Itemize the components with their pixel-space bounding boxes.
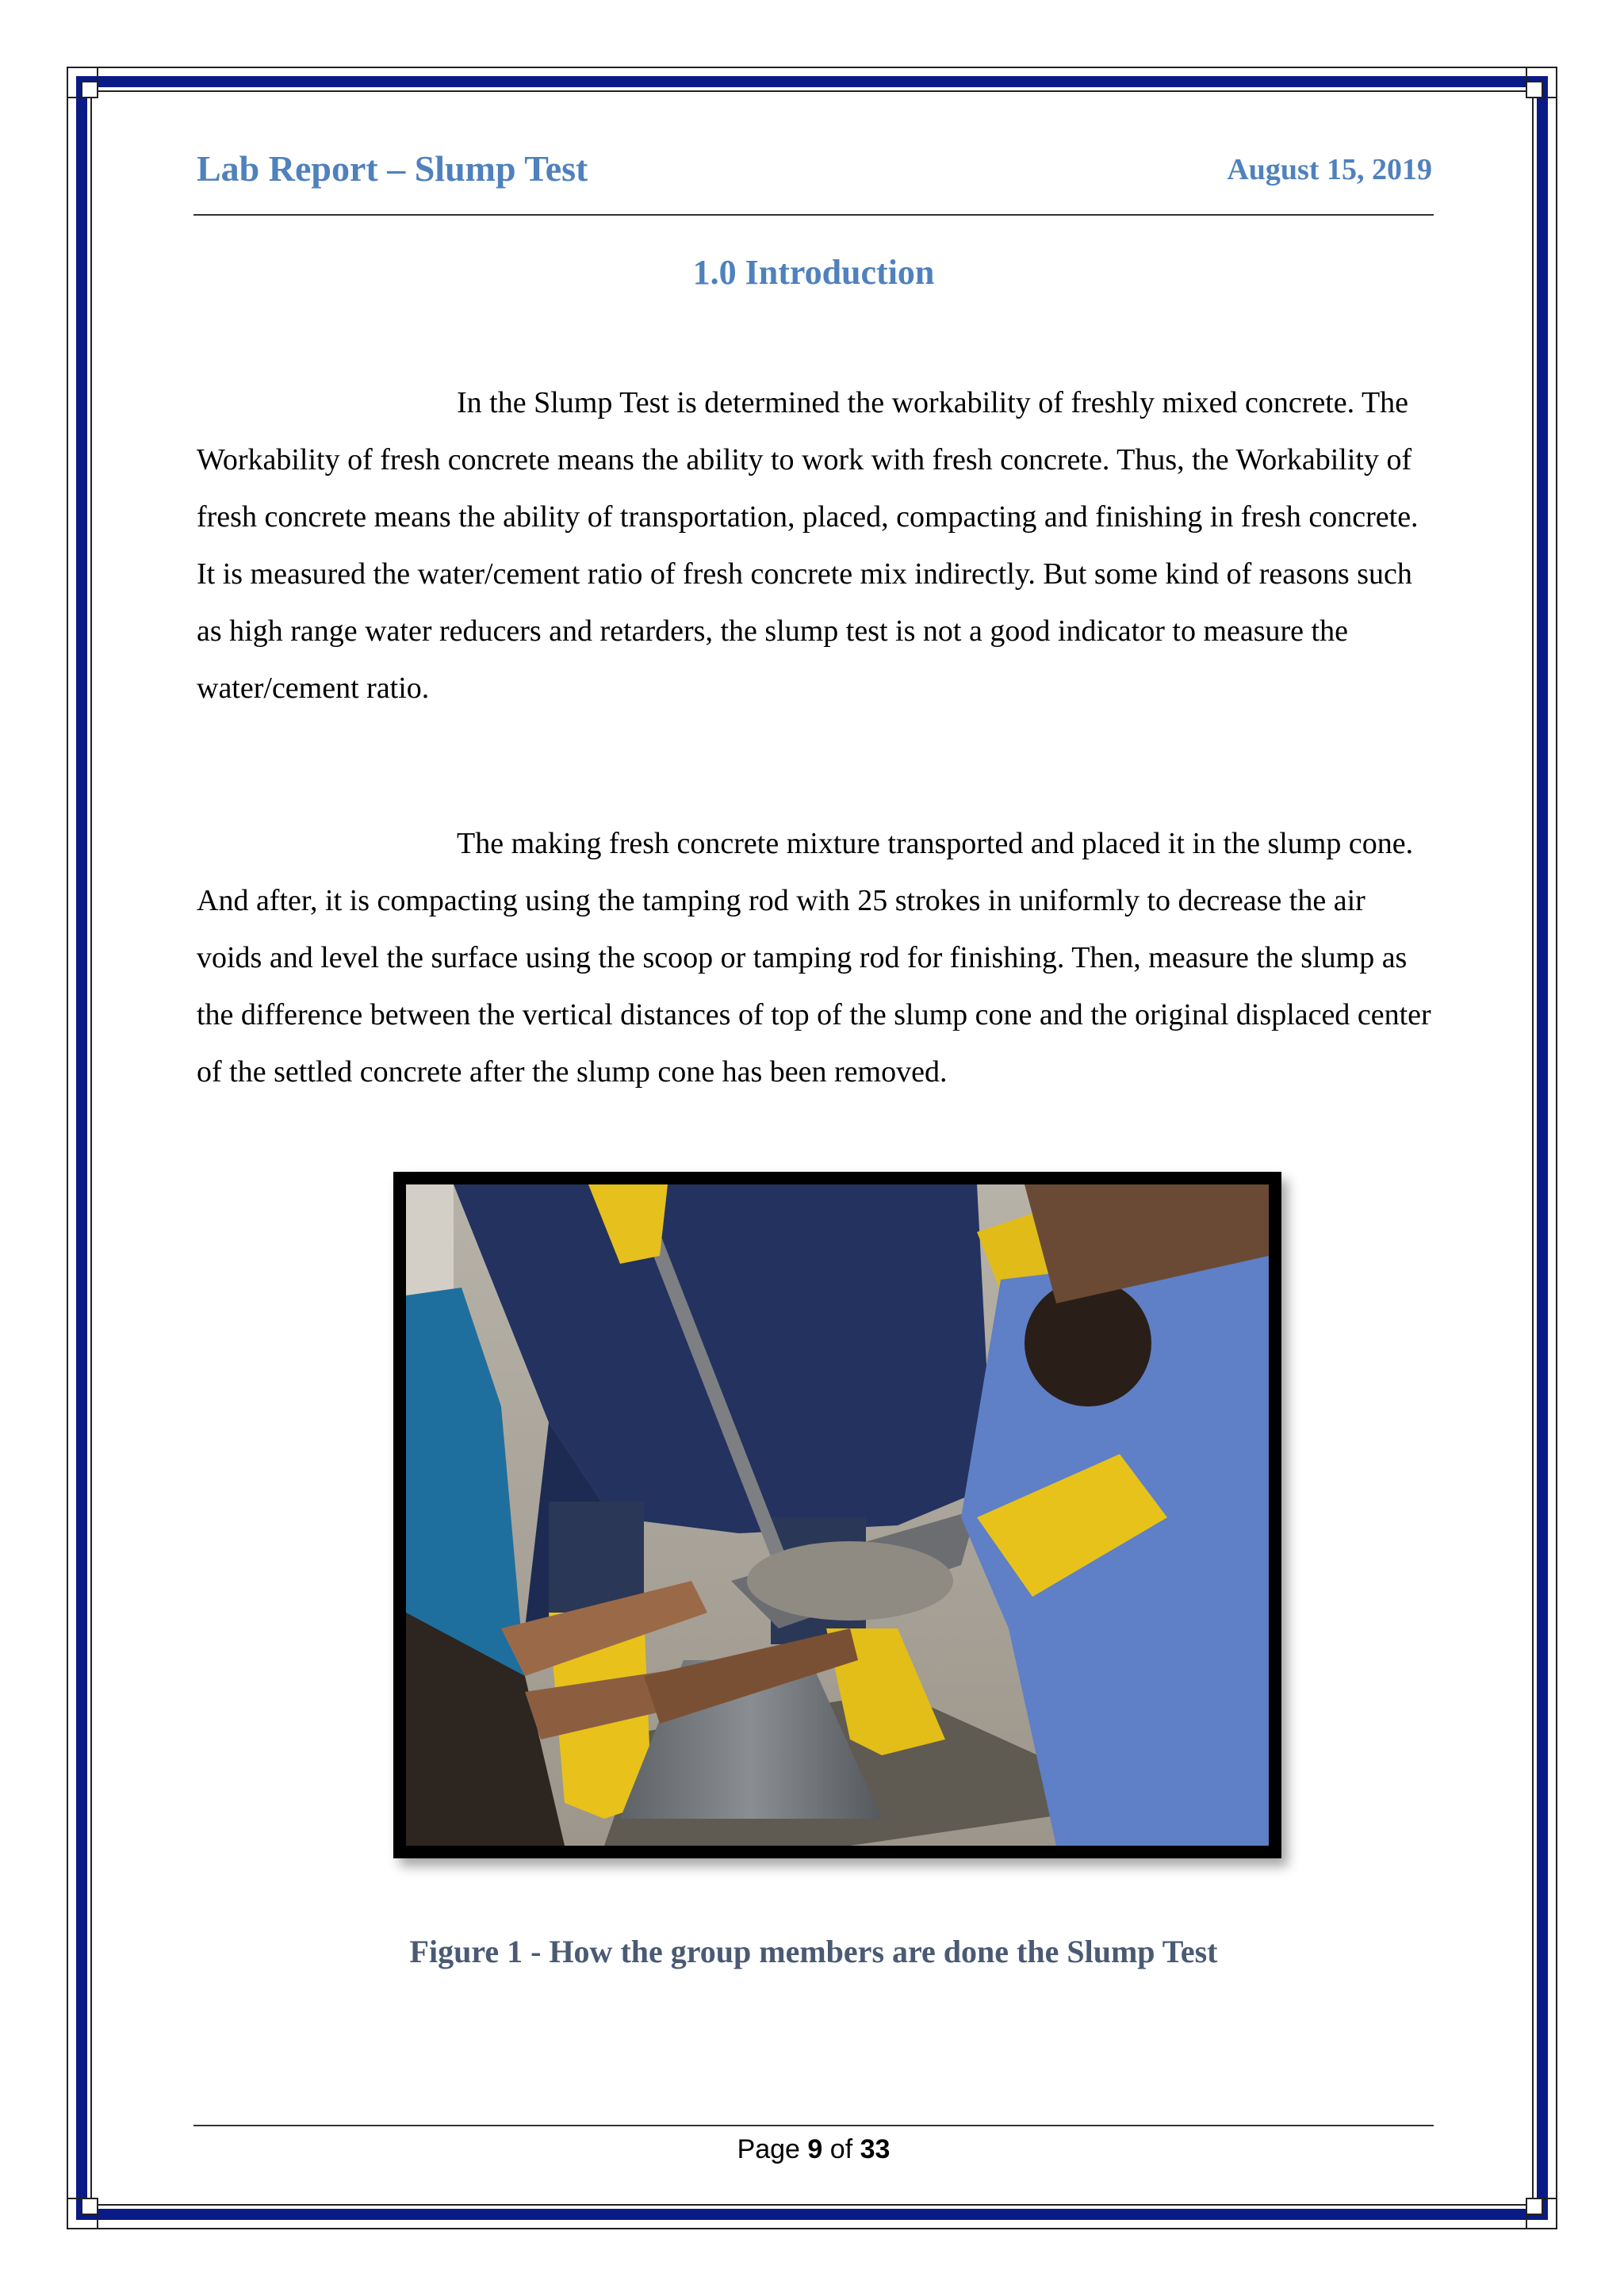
total-pages: 33 [860, 2134, 891, 2164]
corner-square [81, 2198, 98, 2215]
of-label: of [829, 2134, 853, 2164]
intro-paragraph-1: In the Slump Test is determined the workability of freshly mixed concrete. The Workability of fresh concrete means the ability to work with fresh concrete. Thus, the Workability of fresh concrete means the ability of transportation, placed, compacting and finishing in fresh concrete. It is measured the water/cement ratio of fresh concrete mix indirectly. But some kind of reasons such as high range water reducers and retarders, the slump test is not a good indicator to measure the water/cement ratio. [197, 386, 1419, 705]
slump-test-photo [406, 1184, 1269, 1846]
footer-divider [193, 2125, 1434, 2126]
header-divider [193, 214, 1434, 216]
page-number: 9 [807, 2134, 823, 2164]
intro-paragraph-2: The making fresh concrete mixture transported and placed it in the slump cone. And after, it is compacting using the tamping rod with 25 strokes in uniformly to decrease the air voids and level the surface using the scoop or tamping rod for finishing. Then, measure the slump as the difference between the vertical distances of top of the slump cone and the original displaced center of the settled concrete after the slump cone has been removed. [197, 827, 1431, 1089]
corner-square [81, 81, 98, 98]
corner-square [1526, 81, 1543, 98]
section-heading: 1.0 Introduction [692, 253, 935, 292]
page-footer [193, 2134, 1434, 2165]
report-title: Lab Report – Slump Test [197, 148, 588, 189]
report-date: August 15, 2019 [1227, 153, 1432, 186]
page-label: Page [737, 2134, 800, 2164]
corner-square [1526, 2198, 1543, 2215]
figure-caption: Figure 1 - How the group members are done the Slump Test [409, 1934, 1218, 1969]
figure-frame [393, 1172, 1281, 1858]
